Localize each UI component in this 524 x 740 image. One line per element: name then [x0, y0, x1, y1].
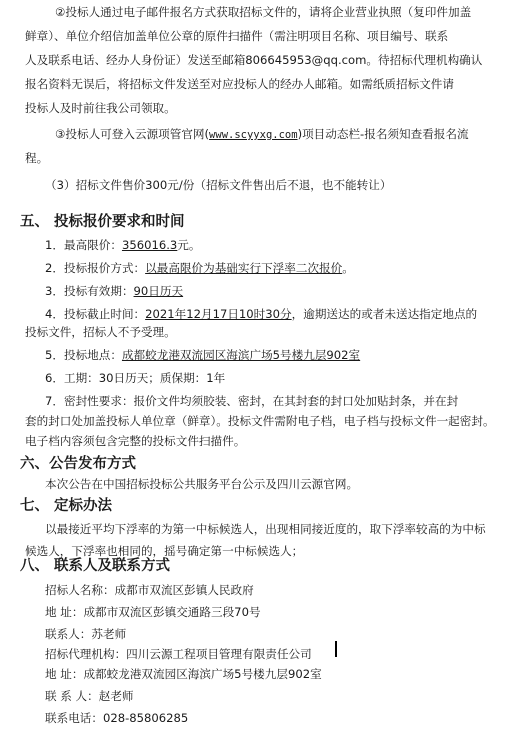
- max-price-value: 356016.3: [121, 238, 178, 252]
- deadline-note: ，逾期送达的或者未送达指定地点的: [291, 307, 478, 321]
- sec5-item-7-line-3: 电子档内容须包含完整的投标文件扫描件。: [25, 434, 246, 448]
- p2-line-3: 人及联系电话、经办人身份证）发送至邮箱806645953@qq.com。待招标代理机构确认: [25, 53, 483, 67]
- p3-text-b: )项目动态栏-报名须知查看报名流: [297, 127, 469, 141]
- tenderer-contact: 联系人：苏老师: [45, 627, 127, 641]
- price-line: （3）招标文件售价300元/份（招标文件售出后不退，也不能转让）: [45, 178, 392, 192]
- bid-method-label: 2．投标报价方式：: [45, 261, 146, 275]
- section-6-body: 本次公告在中国招标投标公共服务平台公示及四川云源官网。: [45, 477, 359, 491]
- sec5-item-5: [45, 348, 360, 362]
- sec5-item-4-line-2: 投标文件，招标人不予受理。: [25, 325, 176, 339]
- sec5-item-3: [45, 284, 183, 298]
- p2-line-5: 投标人及时前往我公司领取。: [25, 101, 176, 115]
- validity-label: 3．投标有效期：: [45, 284, 134, 298]
- section-7-line-1: 以最接近平均下浮率的为第一中标候选人，出现相同接近度的，取下浮率较高的为中标: [45, 522, 486, 536]
- agency-name: 招标代理机构：四川云源工程项目管理有限责任公司: [45, 647, 312, 661]
- bid-method-value: 以最高限价为基础实行下浮率二次报价: [145, 261, 343, 275]
- section-7-line-2: 候选人，下浮率也相同的，摇号确定第一中标候选人；: [25, 544, 304, 558]
- section-8-title: 八、 联系人及联系方式: [20, 558, 171, 574]
- sec5-item-4: [45, 307, 477, 321]
- deadline-label: 4．投标截止时间：: [45, 307, 146, 321]
- sec5-item-1: [45, 238, 200, 252]
- sec5-item-7-line-1: 7．密封性要求：报价文件均须胶装、密封，在其封套的封口处加贴封条，并在封: [45, 394, 459, 408]
- section-6-title: 六、公告发布方式: [20, 456, 136, 472]
- sec5-item-2: [45, 261, 354, 275]
- agency-phone: 联系电话：028-85806285: [45, 711, 189, 725]
- p3-line-2: 程。: [25, 151, 49, 165]
- agency-contact: 联 系 人：赵老师: [45, 689, 134, 703]
- text-cursor: [335, 641, 337, 657]
- deadline-value: 2021年12月17日10时30分: [145, 307, 292, 321]
- p2-line-4: 报名资料无误后，将招标文件发送至对应投标人的经办人邮箱。如需纸质招标文件请: [25, 77, 454, 91]
- section-5-title: 五、 投标报价要求和时间: [20, 214, 185, 230]
- max-price-label: 1．最高限价：: [45, 238, 122, 252]
- section-7-title: 七、 定标办法: [20, 498, 113, 514]
- validity-value: 90日历天: [133, 284, 184, 298]
- p3-text-a: ③投标人可登入云源项管官网(: [55, 127, 210, 141]
- sec5-item-6: 6．工期：30日历天；质保期：1年: [45, 371, 226, 385]
- p2-line-2: 鲜章）、单位介绍信加盖单位公章的原件扫描件（需注明项目名称、项目编号、联系: [25, 29, 449, 43]
- p3-line-1: [55, 127, 469, 142]
- bid-location-label: 5．投标地点：: [45, 348, 122, 362]
- website-link[interactable]: www.scyyxg.com: [209, 129, 298, 141]
- tenderer-address: 地 址：成都市双流区彭镇交通路三段70号: [45, 605, 261, 619]
- tenderer-name: 招标人名称：成都市双流区彭镇人民政府: [45, 583, 254, 597]
- agency-address: 地 址：成都蛟龙港双流园区海滨广场5号楼九层902室: [45, 667, 322, 681]
- sec5-item-7-line-2: 套的封口处加盖投标人单位章（鲜章）。投标文件需附电子档，电子档与投标文件一起密封。: [25, 414, 495, 428]
- bid-location-value: 成都蛟龙港双流园区海滨广场5号楼九层902室: [121, 348, 361, 362]
- p2-line-1: ②投标人通过电子邮件报名方式获取招标文件的，请将企业营业执照（复印件加盖: [55, 5, 472, 19]
- max-price-unit: 元。: [177, 238, 201, 252]
- bid-method-end: 。: [342, 261, 354, 275]
